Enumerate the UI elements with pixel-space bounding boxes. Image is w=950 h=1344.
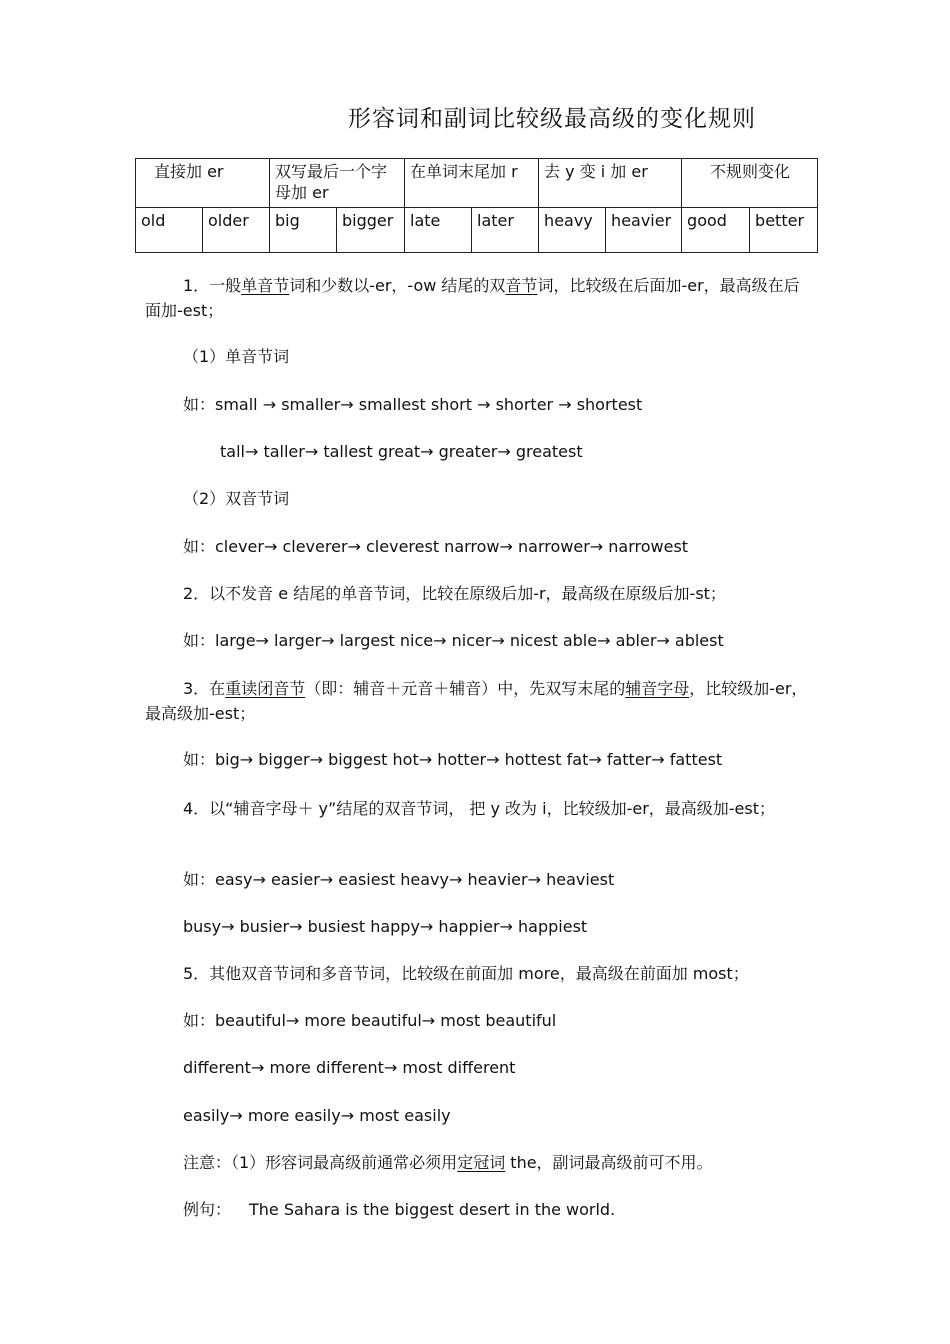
- table-cell: late: [405, 208, 472, 253]
- rules-table: [135, 158, 818, 253]
- example-text: The Sahara is the biggest desert in the world.: [249, 1200, 616, 1219]
- rule-1-text: 词和少数以-er，-ow 结尾的双: [289, 276, 506, 295]
- rule-1-subheading-2: （2）双音节词: [183, 489, 290, 508]
- note-underline-term: 定冠词: [457, 1153, 506, 1172]
- table-cell: older: [203, 208, 270, 253]
- rule-5: 5．其他双音节词和多音节词，比较级在前面加 more，最高级在前面加 most；: [183, 964, 749, 983]
- rule-1-underline-term: 音节: [505, 276, 538, 295]
- table-cell: big: [270, 208, 337, 253]
- example-label: 例句：: [183, 1200, 232, 1219]
- rule-3-text: 3．在: [183, 679, 226, 698]
- rule-1-text: 词，比较级在后面加-er，最高级在后面加-est；: [145, 276, 800, 320]
- rule-3-example: 如：big→ bigger→ biggest hot→ hotter→ hottest fat→ fatter→ fattest: [183, 750, 723, 769]
- table-header-row: [136, 159, 818, 208]
- table-cell: good: [682, 208, 750, 253]
- rule-5-example-1: 如：beautiful→ more beautiful→ most beautiful: [183, 1011, 557, 1030]
- note-text: 注意：（1）形容词最高级前通常必须用: [183, 1153, 458, 1172]
- rule-1-example-3: 如：clever→ cleverer→ cleverest narrow→ narrower→ narrowest: [183, 537, 689, 556]
- rule-3-text: （即：辅音＋元音＋辅音）中，先双写末尾的: [305, 679, 626, 698]
- rule-2: 2．以不发音 e 结尾的单音节词，比较在原级后加-r，最高级在原级后加-st；: [183, 584, 726, 603]
- rule-4-example-2: busy→ busier→ busiest happy→ happier→ happiest: [183, 917, 588, 936]
- table-row: [136, 208, 818, 253]
- rule-3-underline-term: 辅音字母: [625, 679, 690, 698]
- rule-1-example-1: 如：small → smaller→ smallest short → shorter → shortest: [183, 395, 643, 414]
- header-cell-irregular: 不规则变化: [682, 159, 818, 208]
- table-cell: later: [472, 208, 539, 253]
- rule-2-example: 如：large→ larger→ largest nice→ nicer→ nicest able→ abler→ ablest: [183, 631, 724, 650]
- rule-3-underline-term: 重读闭音节: [225, 679, 306, 698]
- rule-4-example-1: 如：easy→ easier→ easiest heavy→ heavier→ heaviest: [183, 870, 615, 889]
- table-cell: old: [136, 208, 203, 253]
- rule-3: [145, 676, 815, 726]
- note: [183, 1151, 713, 1175]
- rule-1: [145, 273, 815, 323]
- header-cell-add-r: 在单词末尾加 r: [405, 159, 539, 208]
- rule-1-subheading-1: （1）单音节词: [183, 347, 290, 366]
- rule-5-example-2: different→ more different→ most different: [183, 1058, 516, 1077]
- rule-1-example-2: tall→ taller→ tallest great→ greater→ greatest: [220, 442, 583, 461]
- rule-5-example-3: easily→ more easily→ most easily: [183, 1106, 451, 1125]
- rule-3-text: ，比较级加-er，最高级加-est；: [145, 679, 808, 723]
- table-cell: bigger: [337, 208, 405, 253]
- table-cell: heavier: [606, 208, 682, 253]
- rule-1-text: 1．一般: [183, 276, 242, 295]
- table-cell: better: [750, 208, 818, 253]
- rule-1-underline-term: 单音节: [241, 276, 290, 295]
- page-title: 形容词和副词比较级最高级的变化规则: [348, 106, 756, 132]
- header-cell-add-er: 直接加 er: [136, 159, 270, 208]
- rule-4: 4．以“辅音字母＋ y”结尾的双音节词， 把 y 改为 i，比较级加-er，最高级加-est；: [183, 799, 775, 818]
- header-cell-double-consonant: 双写最后一个字母加 er: [270, 159, 405, 208]
- table-cell: heavy: [539, 208, 606, 253]
- note-text: the，副词最高级前可不用。: [505, 1153, 713, 1172]
- example-sentence: [183, 1198, 615, 1222]
- header-cell-y-to-i: 去 y 变 i 加 er: [539, 159, 682, 208]
